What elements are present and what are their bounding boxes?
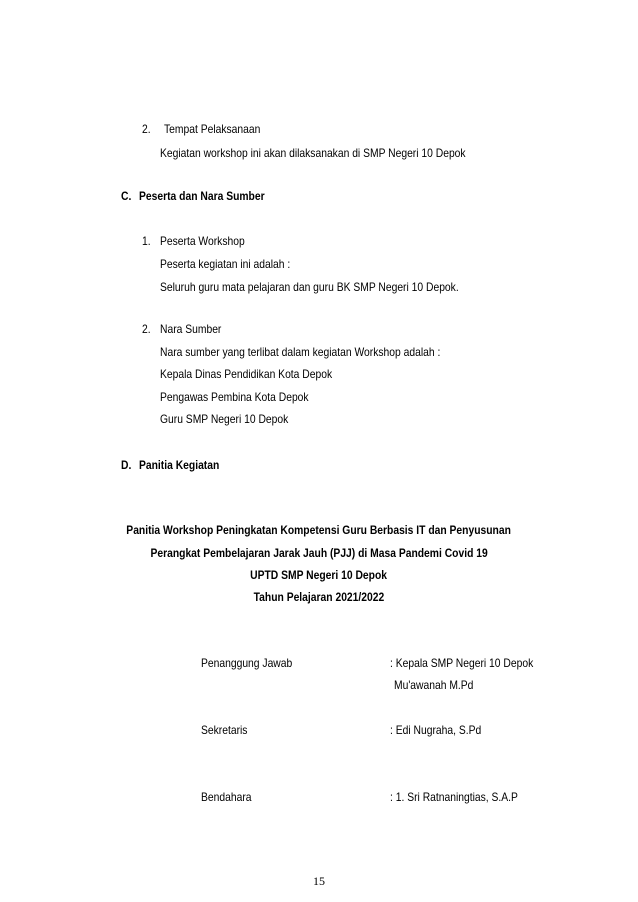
- paragraph-text: Seluruh guru mata pelajaran dan guru BK SMP Negeri 10 Depok.: [160, 280, 459, 294]
- paragraph-text: Pengawas Pembina Kota Depok: [160, 390, 309, 404]
- list-number: 1.: [142, 234, 151, 248]
- list-number: 2.: [142, 122, 151, 136]
- page-number: 15: [313, 874, 325, 888]
- committee-role: Bendahara: [201, 790, 252, 804]
- committee-title-line1: Panitia Workshop Peningkatan Kompetensi Guru Berbasis IT dan Penyusunan: [126, 523, 512, 537]
- paragraph-text: Nara sumber yang terlibat dalam kegiatan Workshop adalah :: [160, 345, 441, 359]
- committee-value: Mu'awanah M.Pd: [394, 678, 474, 692]
- committee-title-line2: Perangkat Pembelajaran Jarak Jauh (PJJ) di Masa Pandemi Covid 19: [150, 546, 488, 560]
- paragraph-text: Kegiatan workshop ini akan dilaksanakan di SMP Negeri 10 Depok: [160, 146, 466, 160]
- committee-role: Penanggung Jawab: [201, 656, 293, 670]
- committee-title-line3: UPTD SMP Negeri 10 Depok: [250, 568, 388, 582]
- section-heading: Panitia Kegiatan: [139, 458, 220, 472]
- section-heading: Peserta dan Nara Sumber: [139, 189, 265, 203]
- item-title: Peserta Workshop: [160, 234, 245, 248]
- section-letter: C.: [121, 189, 132, 203]
- paragraph-text: Peserta kegiatan ini adalah :: [160, 257, 291, 271]
- committee-value: : Edi Nugraha, S.Pd: [390, 723, 482, 737]
- committee-role: Sekretaris: [201, 723, 248, 737]
- paragraph-text: Kepala Dinas Pendidikan Kota Depok: [160, 367, 333, 381]
- committee-value: : Kepala SMP Negeri 10 Depok: [390, 656, 534, 670]
- list-number: 2.: [142, 322, 151, 336]
- committee-value: : 1. Sri Ratnaningtias, S.A.P: [390, 790, 518, 804]
- item-title: Tempat Pelaksanaan: [164, 122, 261, 136]
- paragraph-text: Guru SMP Negeri 10 Depok: [160, 412, 289, 426]
- item-title: Nara Sumber: [160, 322, 222, 336]
- committee-title-line4: Tahun Pelajaran 2021/2022: [253, 590, 385, 604]
- section-letter: D.: [121, 458, 132, 472]
